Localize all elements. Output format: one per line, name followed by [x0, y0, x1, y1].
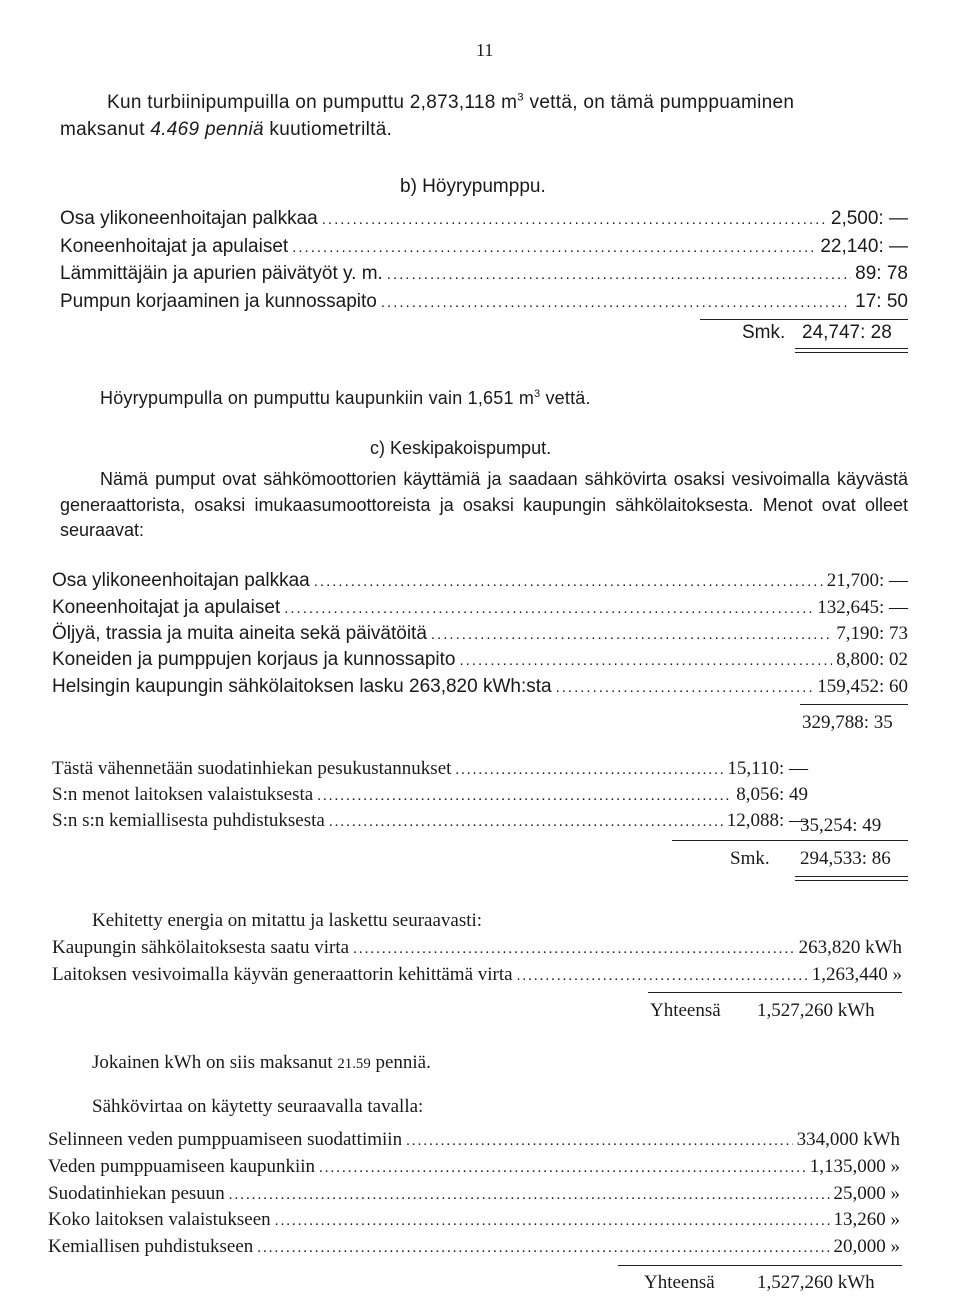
- energy-cost-a: Jokainen kWh on siis maksanut: [92, 1052, 338, 1073]
- dot-leader: [319, 1160, 806, 1177]
- dot-leader: [257, 1240, 829, 1257]
- energy-row-label: Laitoksen vesivoimalla käyvän generaattorin kehittämä virta: [52, 964, 513, 985]
- steam-row: [60, 208, 908, 230]
- deduction-total: 35,254: 49: [800, 815, 882, 836]
- centrifugal-row-label: Koneenhoitajat ja apulaiset: [52, 597, 281, 618]
- intro-unit-exponent: 3: [517, 91, 524, 104]
- centrifugal-row-amount: 132,645: —: [817, 597, 908, 618]
- dot-leader: [431, 626, 832, 643]
- steam-row: [60, 291, 908, 313]
- steam-row-amount: 22,140: —: [820, 236, 908, 257]
- intro-text-a: Kun turbiinipumpuilla on pumputtu 2,873,118 m: [107, 92, 518, 113]
- centrifugal-row-label: Öljyä, trassia ja muita aineita sekä päivätöitä: [52, 623, 427, 644]
- steam-row-label: Osa ylikoneenhoitajan palkkaa: [60, 208, 318, 229]
- deduction-row-label: Tästä vähennetään suodatinhiekan pesukustannukset: [52, 758, 452, 779]
- section-heading-centrifugal-pumps: c) Keskipakoispumput.: [370, 438, 552, 458]
- usage-row: [48, 1183, 900, 1205]
- dot-leader: [455, 762, 723, 779]
- centrifugal-row: [52, 676, 908, 698]
- energy-cost-value: 21.59: [337, 1056, 371, 1072]
- section-heading-steam-pump: b) Höyrypumppu.: [400, 176, 546, 197]
- centrifugal-row-amount: 21,700: —: [826, 570, 908, 591]
- deduction-row-label: S:n menot laitoksen valaistuksesta: [52, 784, 314, 805]
- steam-note-exponent: 3: [534, 388, 541, 400]
- usage-row-amount: 334,000 kWh: [796, 1129, 900, 1150]
- steam-row-amount: 2,500: —: [830, 208, 908, 229]
- energy-cost-line: [92, 1052, 431, 1074]
- energy-row: [52, 964, 902, 986]
- usage-row-amount: 13,260 »: [833, 1209, 900, 1230]
- usage-row-label: Suodatinhiekan pesuun: [48, 1183, 225, 1204]
- usage-row-label: Selinneen veden pumppuamiseen suodattimiin: [48, 1129, 403, 1150]
- centrifugal-total-amount: 294,533: 86: [800, 848, 891, 869]
- usage-total-label: Yhteensä: [644, 1272, 715, 1293]
- centrifugal-subtotal: 329,788: 35: [802, 712, 893, 733]
- centrifugal-total-label: Smk.: [730, 848, 770, 869]
- deduction-row-amount: 8,056: 49: [736, 784, 808, 805]
- centrifugal-row: [52, 570, 908, 592]
- usage-row-label: Koko laitoksen valaistukseen: [48, 1209, 271, 1230]
- steam-row-label: Koneenhoitajat ja apulaiset: [60, 236, 289, 257]
- centrifugal-paragraph: Nämä pumput ovat sähkömoottorien käyttämiä ja saadaan sähkövirta osaksi vesivoimalla käyvästä generaattorista, osaksi imukaasumoottoreista ja osaksi kaupungin sähkölaitoksesta. Menot ovat olleet seuraavat:: [60, 469, 908, 540]
- usage-row-label: Veden pumppuamiseen kaupunkiin: [48, 1156, 316, 1177]
- usage-row-amount: 25,000 »: [833, 1183, 900, 1204]
- intro-line-1: [107, 92, 794, 114]
- energy-row-amount: 263,820 kWh: [798, 937, 902, 958]
- steam-row-label: Lämmittäjäin ja apurien päivätyöt y. m.: [60, 263, 383, 284]
- dot-leader: [292, 239, 816, 256]
- deduction-row: [52, 810, 808, 832]
- dot-leader: [314, 573, 823, 590]
- energy-row-label: Kaupungin sähkölaitoksesta saatu virta: [52, 937, 350, 958]
- page-number: 11: [476, 40, 494, 60]
- steam-row: [60, 236, 908, 258]
- dot-leader: [460, 652, 833, 669]
- steam-row-amount: 89: 78: [855, 263, 908, 284]
- usage-total-amount: 1,527,260 kWh: [757, 1272, 875, 1293]
- steam-row-label: Pumpun korjaaminen ja kunnossapito: [60, 291, 377, 312]
- centrifugal-row: [52, 597, 908, 619]
- sum-rule: [672, 840, 908, 841]
- intro-text-b: vettä, on tämä pumppuaminen: [523, 92, 795, 113]
- steam-total-amount: 24,747: 28: [802, 322, 892, 343]
- energy-row-amount: 1,263,440 »: [811, 964, 902, 985]
- steam-row: [60, 263, 908, 285]
- centrifugal-row-label: Koneiden ja pumppujen korjaus ja kunnossapito: [52, 649, 456, 670]
- intro-text-d: kuutiometriltä.: [263, 119, 393, 140]
- dot-leader: [556, 679, 814, 696]
- dot-leader: [284, 600, 813, 617]
- energy-total-amount: 1,527,260 kWh: [757, 1000, 875, 1021]
- centrifugal-row-amount: 159,452: 60: [817, 676, 908, 697]
- dot-leader: [275, 1213, 830, 1230]
- steam-row-amount: 17: 50: [855, 291, 908, 312]
- usage-row: [48, 1209, 900, 1231]
- usage-row: [48, 1129, 900, 1151]
- usage-row-amount: 20,000 »: [833, 1236, 900, 1257]
- steam-note-b: vettä.: [540, 388, 591, 408]
- deduction-row-amount: 12,088: —: [726, 810, 808, 831]
- dot-leader: [381, 294, 851, 311]
- centrifugal-row-amount: 8,800: 02: [836, 649, 908, 670]
- dot-leader: [329, 814, 723, 831]
- intro-price: 4.469 penniä: [150, 119, 264, 140]
- steam-note-a: Höyrypumpulla on pumputtu kaupunkiin vain 1,651 m: [100, 388, 535, 408]
- centrifugal-row-amount: 7,190: 73: [836, 623, 908, 644]
- intro-text-c: maksanut: [60, 119, 151, 140]
- usage-row-amount: 1,135,000 »: [809, 1156, 900, 1177]
- deduction-row: [52, 758, 808, 780]
- steam-total-label: Smk.: [742, 322, 786, 343]
- sum-rule: [618, 1265, 902, 1266]
- dot-leader: [317, 788, 732, 805]
- dot-leader: [353, 941, 794, 958]
- steam-note: [100, 388, 591, 409]
- sum-rule: [700, 319, 908, 320]
- usage-row: [48, 1236, 900, 1258]
- energy-total-label: Yhteensä: [650, 1000, 721, 1021]
- dot-leader: [387, 266, 851, 283]
- energy-row: [52, 937, 902, 959]
- energy-intro: Kehitetty energia on mitattu ja laskettu seuraavasti:: [92, 910, 483, 931]
- deduction-row: [52, 784, 808, 806]
- dot-leader: [322, 211, 827, 228]
- total-double-rule: [795, 348, 908, 353]
- dot-leader: [406, 1133, 792, 1150]
- usage-row: [48, 1156, 900, 1178]
- deduction-row-amount: 15,110: —: [727, 758, 808, 779]
- dot-leader: [517, 968, 808, 985]
- dot-leader: [229, 1187, 830, 1204]
- deduction-row-label: S:n s:n kemiallisesta puhdistuksesta: [52, 810, 325, 831]
- energy-cost-b: penniä.: [370, 1052, 431, 1073]
- sum-rule: [648, 992, 902, 993]
- total-double-rule: [795, 876, 908, 881]
- centrifugal-row-label: Helsingin kaupungin sähkölaitoksen lasku 263,820 kWh:sta: [52, 676, 552, 697]
- centrifugal-row: [52, 649, 908, 671]
- intro-line-2: [60, 119, 392, 141]
- sum-rule: [800, 704, 908, 705]
- usage-row-label: Kemiallisen puhdistukseen: [48, 1236, 254, 1257]
- energy-usage-intro: Sähkövirtaa on käytetty seuraavalla tavalla:: [92, 1096, 424, 1117]
- centrifugal-row: [52, 623, 908, 645]
- centrifugal-row-label: Osa ylikoneenhoitajan palkkaa: [52, 570, 310, 591]
